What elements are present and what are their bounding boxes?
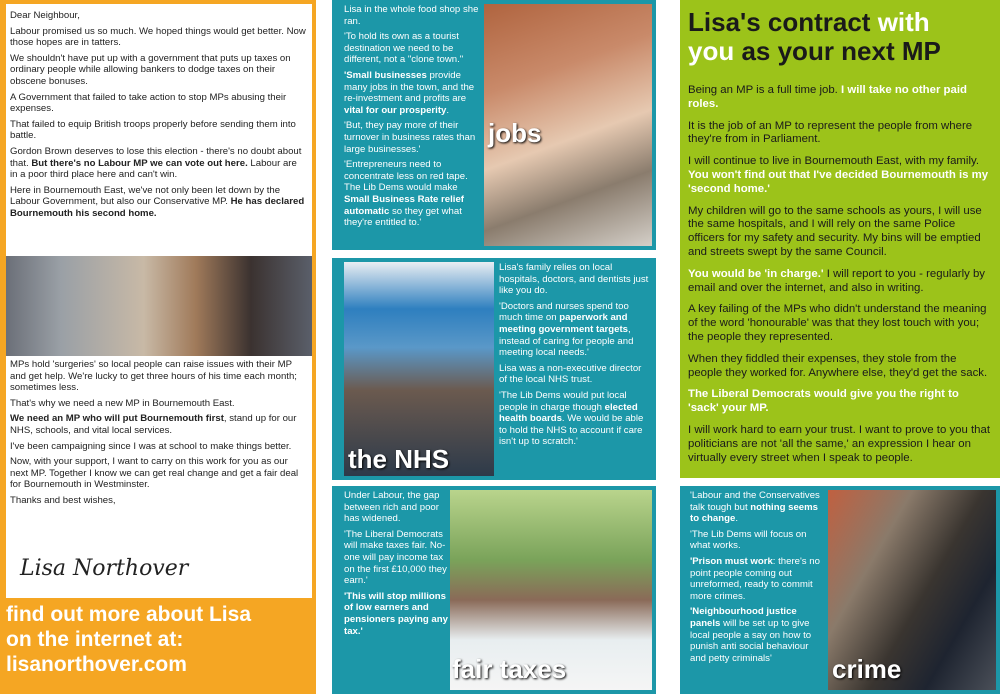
text: provide many jobs in the town, and the re-investment and profits are bbox=[344, 69, 475, 105]
crime-panel bbox=[680, 486, 1000, 694]
nhs-heading: the NHS bbox=[348, 444, 450, 474]
jobs-paragraph: 'But, they pay more of their turnover in business rates than large businesses.' bbox=[344, 120, 476, 155]
bold-text: He has declared Bournemouth his second home. bbox=[10, 196, 305, 219]
contract-body bbox=[688, 84, 990, 473]
title-highlight: with bbox=[877, 7, 930, 37]
nhs-paragraph bbox=[499, 390, 651, 448]
jobs-paragraph bbox=[344, 70, 484, 116]
contract-paragraph: A key failing of the MPs who didn't understand the meaning of the word 'honourable' was that they lost touch with you; the people they represented. bbox=[688, 303, 987, 343]
photo-lisa-street bbox=[6, 256, 312, 356]
nhs-panel bbox=[332, 258, 656, 480]
contract-paragraph: My children will go to the same schools as yours, I will use the same hospitals, and I will rely on the same Police officers for my safety and security. My bins will be emptied and streets swept by the same Council. bbox=[688, 204, 982, 258]
bold-text: 'This will stop millions of low earners and pensioners paying any tax.' bbox=[344, 590, 448, 637]
letter-paragraph: Labour promised us so much. We hoped things would get better. Now those hopes are in tatters. bbox=[10, 25, 306, 49]
title-highlight: you bbox=[688, 36, 735, 66]
title-text: Lisa's contract bbox=[688, 7, 878, 37]
letter-paragraph bbox=[10, 146, 306, 181]
text: Here in Bournemouth East, we've not only been let down by the Labour Government, but also our Conservative MP. bbox=[10, 184, 281, 208]
highlight-text: You would be 'in charge.' bbox=[688, 267, 824, 280]
letter-greeting: Dear Neighbour, bbox=[10, 10, 80, 21]
contract-paragraph bbox=[688, 84, 990, 112]
tax-heading: fair taxes bbox=[452, 654, 567, 684]
crime-paragraph bbox=[690, 606, 824, 664]
tax-text bbox=[344, 490, 450, 641]
contract-paragraph bbox=[688, 268, 990, 296]
letter-paragraph: MPs hold 'surgeries' so local people can raise issues with their MP and get help. We're lucky to get three hours of his time each month; sometimes less. bbox=[10, 359, 297, 394]
title-text: as your next MP bbox=[734, 36, 941, 66]
text: I will continue to live in Bournemouth East, with my family. bbox=[688, 155, 980, 168]
letter-paragraph bbox=[10, 185, 306, 220]
jobs-heading: jobs bbox=[488, 118, 542, 148]
letter-paragraph bbox=[10, 413, 306, 436]
crime-paragraph bbox=[690, 490, 824, 525]
cta-line: on the internet at: bbox=[6, 628, 184, 651]
jobs-paragraph: Lisa in the whole food shop she ran. bbox=[344, 4, 479, 27]
bold-text: nothing seems to change bbox=[690, 501, 818, 525]
letter-paragraph: That failed to equip British troops properly before sending them into battle. bbox=[10, 118, 296, 142]
cta-line: find out more about Lisa bbox=[6, 603, 251, 626]
bold-text: 'Neighbourhood justice panels bbox=[690, 606, 797, 629]
bold-text: paperwork and meeting government targets bbox=[499, 312, 629, 335]
highlight-text: I will take no other paid roles. bbox=[688, 84, 967, 110]
letter-paragraph: That's why we need a new MP in Bournemouth East. bbox=[10, 397, 235, 409]
contract-panel bbox=[680, 0, 1000, 478]
contract-title bbox=[688, 8, 998, 66]
nhs-paragraph: Lisa's family relies on local hospitals, doctors, and dentists just like you do. bbox=[499, 262, 649, 297]
tax-paragraph: 'The Liberal Democrats will make taxes fair. No-one will pay income tax on the first £10,000 they earn.' bbox=[344, 528, 447, 587]
text: : there's no point people coming out unreformed, ready to commit more crimes. bbox=[690, 555, 820, 602]
bold-text: 'Small businesses bbox=[344, 69, 427, 81]
text: . We would be able to hold the NHS to account if care isn't up to scratch.' bbox=[499, 413, 644, 448]
tax-panel bbox=[332, 486, 656, 694]
contract-paragraph: It is the job of an MP to represent the people from where they're from in Parliament. bbox=[688, 119, 973, 146]
jobs-panel bbox=[332, 0, 656, 250]
bold-text: elected health boards bbox=[499, 401, 638, 425]
website-cta bbox=[6, 602, 312, 677]
nhs-paragraph bbox=[499, 301, 651, 359]
text: . bbox=[735, 513, 738, 525]
bold-text: We need an MP who will put Bournemouth first bbox=[10, 413, 224, 425]
letter-intro bbox=[10, 10, 306, 224]
crime-paragraph: 'The Lib Dems will focus on what works. bbox=[690, 528, 807, 552]
letter-paragraph: Now, with your support, I want to carry on this work for you as our next MP. Together I know we can get real change and get a fair deal for Bournemouth in Westminster. bbox=[10, 456, 299, 491]
nhs-text bbox=[499, 262, 651, 452]
letter-card bbox=[6, 4, 312, 598]
text: Gordon Brown deserves to lose this election - there's no doubt about that. bbox=[10, 145, 302, 169]
contract-paragraph bbox=[688, 155, 990, 196]
text: , stand up for our NHS, schools, and vital local services. bbox=[10, 413, 297, 436]
contract-paragraph: I will work hard to earn your trust. I want to prove to you that politicians are not 'all the same,' an expression I hear on virtually every street when I speak to people. bbox=[688, 423, 990, 464]
nhs-paragraph: Lisa was a non-executive director of the local NHS trust. bbox=[499, 362, 642, 386]
bold-text: vital for our prosperity bbox=[344, 104, 447, 116]
contract-paragraph: When they fiddled their expenses, they stole from the people they worked for. Anywhere else, they'd get the sack. bbox=[688, 352, 988, 379]
website-link[interactable]: lisanorthover.com bbox=[6, 653, 187, 676]
letter-body bbox=[10, 359, 306, 511]
text: will be set up to give local people a say on how to punish anti social behaviour and petty criminals' bbox=[690, 617, 812, 664]
contract-paragraph bbox=[688, 388, 990, 416]
text: Labour are in a poor third place here and can't win. bbox=[10, 157, 297, 181]
text: 'Doctors and nurses spend too much time on bbox=[499, 300, 629, 324]
letter-signoff: Thanks and best wishes, bbox=[10, 494, 116, 506]
signature: Lisa Northover bbox=[20, 556, 189, 581]
bold-text: But there's no Labour MP we can vote out here. bbox=[31, 157, 248, 169]
letter-panel bbox=[0, 0, 316, 694]
highlight-text: You won't find out that I've decided Bournemouth is my 'second home.' bbox=[688, 168, 989, 195]
text: Being an MP is a full time job. bbox=[688, 84, 842, 96]
letter-paragraph: A Government that failed to take action to stop MPs abusing their expenses. bbox=[10, 91, 287, 115]
letter-paragraph: I've been campaigning since I was at school to make things better. bbox=[10, 440, 292, 452]
text: 'The Lib Dems would put local people in charge though bbox=[499, 389, 627, 413]
text: 'Labour and the Conservatives talk tough but bbox=[690, 490, 820, 513]
crime-text bbox=[690, 490, 824, 668]
text: I will report to you - regularly by email and over the internet, and also in writing. bbox=[688, 267, 986, 294]
letter-paragraph: We shouldn't have put up with a government that puts up taxes on ordinary people while allowing bankers to dodge taxes on their obscene bonuses. bbox=[10, 52, 291, 87]
crime-paragraph bbox=[690, 556, 824, 602]
text: , instead of caring for people and meeting local needs.' bbox=[499, 323, 634, 359]
jobs-paragraph: 'To hold its own as a tourist destination we need to be different, not a "clone town." bbox=[344, 31, 464, 66]
bold-text: Small Business Rate relief automatic bbox=[344, 193, 464, 217]
highlight-text: The Liberal Democrats would give you the right to 'sack' your MP. bbox=[688, 388, 959, 415]
tax-paragraph bbox=[344, 591, 450, 637]
jobs-text bbox=[344, 4, 484, 233]
jobs-paragraph bbox=[344, 159, 484, 229]
tax-paragraph: Under Labour, the gap between rich and poor has widened. bbox=[344, 490, 440, 525]
crime-heading: crime bbox=[832, 654, 902, 684]
text: . bbox=[446, 104, 450, 116]
text: so they get what they're entitled to.' bbox=[344, 205, 462, 229]
text: 'Entrepreneurs need to concentrate less on red tape. The Lib Dems would make bbox=[344, 159, 468, 194]
bold-text: 'Prison must work bbox=[690, 555, 773, 567]
